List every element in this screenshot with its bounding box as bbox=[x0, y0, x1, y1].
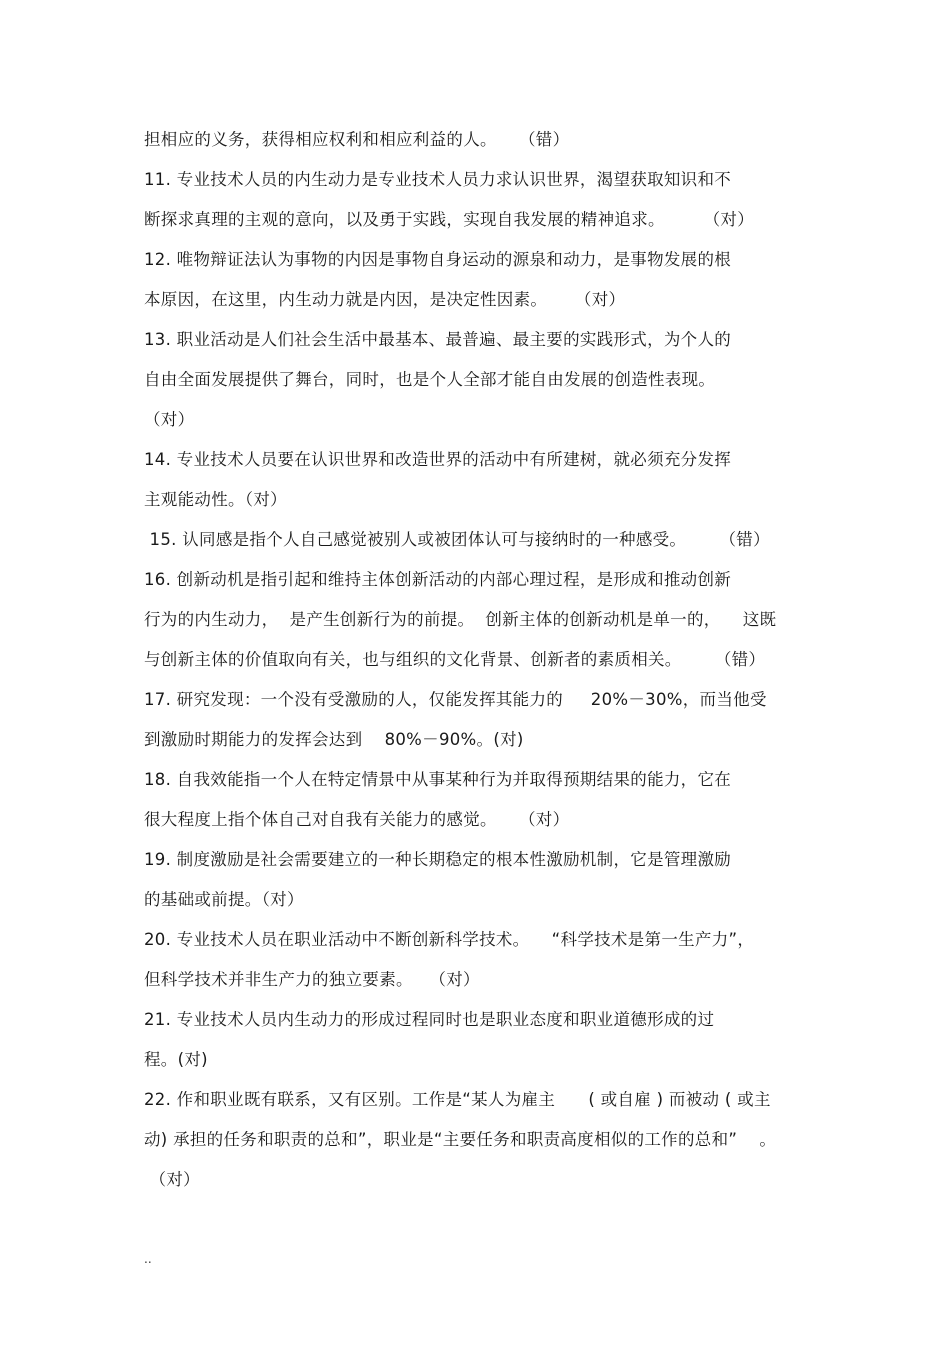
text-line-7: 自由全面发展提供了舞台，同时，也是个人全部才能自由发展的创造性表现。 bbox=[144, 370, 716, 389]
text-line-15: 17. 研究发现：一个没有受激励的人，仅能发挥其能力的 20%－30%，而当他受 bbox=[144, 690, 767, 709]
text-line-14: 与创新主体的价值取向有关，也与组织的文化背景、创新者的素质相关。 （错） bbox=[144, 650, 766, 669]
text-line-21: 20. 专业技术人员在职业活动中不断创新科学技术。 “科学技术是第一生产力”， bbox=[144, 930, 755, 949]
text-line-16: 到激励时期能力的发挥会达到 80%－90%。(对) bbox=[144, 730, 524, 749]
text-line-17: 18. 自我效能指一个人在特定情景中从事某种行为并取得预期结果的能力，它在 bbox=[144, 770, 732, 789]
text-line-10: 主观能动性。（对） bbox=[144, 490, 287, 509]
text-line-26: 动) 承担的任务和职责的总和”，职业是“主要任务和职责高度相似的工作的总和” 。 bbox=[144, 1130, 777, 1149]
text-line-12: 16. 创新动机是指引起和维持主体创新活动的内部心理过程，是形成和推动创新 bbox=[144, 570, 732, 589]
text-line-11: 15. 认同感是指个人自己感觉被别人或被团体认可与接纳时的一种感受。 （错） bbox=[144, 530, 770, 549]
text-line-1: 担相应的义务，获得相应权利和相应利益的人。 （错） bbox=[144, 130, 570, 149]
text-line-13: 行为的内生动力， 是产生创新行为的前提。 创新主体的创新动机是单一的， 这既 bbox=[144, 610, 777, 629]
text-line-25: 22. 作和职业既有联系，又有区别。工作是“某人为雇主 ( 或自雇 ) 而被动 ( 或主 bbox=[144, 1090, 771, 1109]
text-line-20: 的基础或前提。（对） bbox=[144, 890, 304, 909]
text-line-4: 12. 唯物辩证法认为事物的内因是事物自身运动的源泉和动力，是事物发展的根 bbox=[144, 250, 732, 269]
text-line-5: 本原因，在这里，内生动力就是内因，是决定性因素。 （对） bbox=[144, 290, 626, 309]
text-line-24: 程。(对) bbox=[144, 1050, 208, 1069]
footer-mark: .. bbox=[144, 1252, 152, 1266]
text-line-22: 但科学技术并非生产力的独立要素。 （对） bbox=[144, 970, 480, 989]
text-line-9: 14. 专业技术人员要在认识世界和改造世界的活动中有所建树，就必须充分发挥 bbox=[144, 450, 732, 469]
text-line-27: （对） bbox=[144, 1170, 200, 1189]
text-line-2: 11. 专业技术人员的内生动力是专业技术人员力求认识世界，渴望获取知识和不 bbox=[144, 170, 732, 189]
text-line-8: （对） bbox=[144, 410, 195, 429]
text-line-3: 断探求真理的主观的意向，以及勇于实践，实现自我发展的精神追求。 （对） bbox=[144, 210, 755, 229]
text-line-18: 很大程度上指个体自己对自我有关能力的感觉。 （对） bbox=[144, 810, 570, 829]
text-line-6: 13. 职业活动是人们社会生活中最基本、最普遍、最主要的实践形式，为个人的 bbox=[144, 330, 732, 349]
text-line-23: 21. 专业技术人员内生动力的形成过程同时也是职业态度和职业道德形成的过 bbox=[144, 1010, 715, 1029]
text-line-19: 19. 制度激励是社会需要建立的一种长期稳定的根本性激励机制，它是管理激励 bbox=[144, 850, 732, 869]
